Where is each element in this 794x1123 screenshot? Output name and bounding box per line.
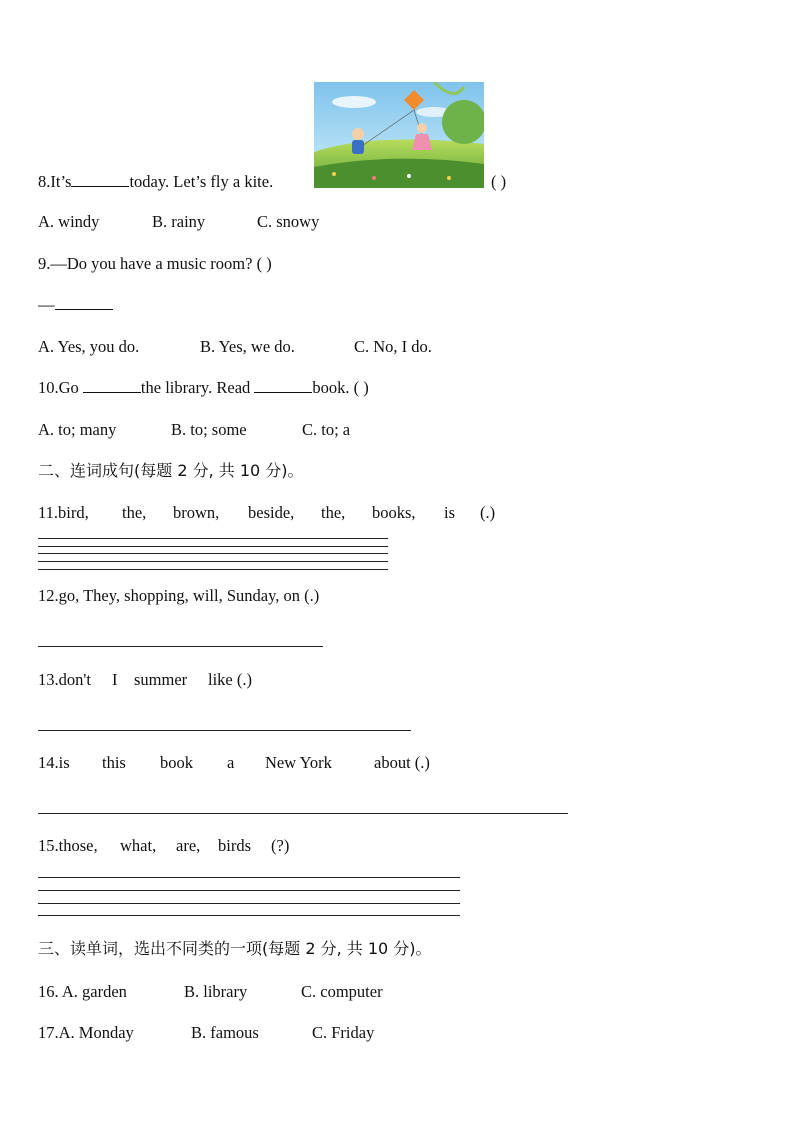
q15-word: 15.those, bbox=[38, 836, 98, 855]
question-11 bbox=[38, 503, 496, 523]
q15-word: what, bbox=[120, 836, 157, 855]
q10-options bbox=[38, 420, 351, 440]
q10-mid: the library. Read bbox=[140, 378, 251, 397]
q15-word: birds bbox=[218, 836, 251, 855]
q9-option-c: C. No, I do. bbox=[354, 337, 432, 356]
q12-writing-line bbox=[38, 646, 323, 647]
q8-pre: 8.It’s bbox=[38, 172, 72, 191]
q15-writing-line bbox=[38, 915, 460, 916]
q17-option-b: B. famous bbox=[191, 1023, 259, 1042]
question-9: 9.—Do you have a music room? ( ) bbox=[38, 254, 272, 273]
q8-option-c: C. snowy bbox=[257, 212, 320, 231]
q13-writing-line bbox=[38, 730, 411, 731]
q13-word: 13.don't bbox=[38, 670, 91, 689]
q11-word: is bbox=[444, 503, 456, 522]
q15-writing-line bbox=[38, 877, 460, 878]
q8-post: today. Let’s fly a kite. bbox=[129, 172, 274, 191]
q15-word: are, bbox=[176, 836, 201, 855]
q17-option-c: C. Friday bbox=[312, 1023, 375, 1042]
kite-scene-icon bbox=[314, 82, 484, 188]
q16-option-a: 16. A. garden bbox=[38, 982, 127, 1001]
question-16 bbox=[38, 982, 383, 1002]
q15-writing-line bbox=[38, 903, 460, 904]
q11-word: the, bbox=[122, 503, 147, 522]
q8-blank bbox=[71, 172, 129, 187]
q11-num: 11. bbox=[38, 503, 59, 522]
q14-word: 14.is bbox=[38, 753, 70, 772]
q10-option-b: B. to; some bbox=[171, 420, 247, 439]
q11-writing-line bbox=[38, 553, 388, 554]
q8-answer-bracket: ( ) bbox=[491, 172, 507, 191]
question-14 bbox=[38, 753, 430, 773]
q10-option-a: A. to; many bbox=[38, 420, 117, 439]
q16-option-b: B. library bbox=[184, 982, 248, 1001]
q9-option-b: B. Yes, we do. bbox=[200, 337, 295, 356]
q13-word: summer bbox=[134, 670, 188, 689]
q10-pre: 10.Go bbox=[38, 378, 79, 397]
q9-answer-dash: — bbox=[38, 295, 55, 314]
question-13 bbox=[38, 670, 252, 690]
q11-word: bird, bbox=[58, 503, 89, 522]
q15-writing-line bbox=[38, 890, 460, 891]
q8-option-b: B. rainy bbox=[152, 212, 206, 231]
q13-word: like (.) bbox=[208, 670, 252, 689]
q10-blank-2 bbox=[254, 378, 312, 393]
q10-post: book. ( ) bbox=[312, 378, 369, 397]
question-15 bbox=[38, 836, 290, 856]
q17-option-a: 17.A. Monday bbox=[38, 1023, 134, 1042]
q8-option-a: A. windy bbox=[38, 212, 100, 231]
q13-word: I bbox=[112, 670, 118, 689]
q14-word: a bbox=[227, 753, 235, 772]
q9-options bbox=[38, 337, 432, 357]
q14-word: book bbox=[160, 753, 193, 772]
question-17 bbox=[38, 1023, 375, 1043]
q11-writing-line bbox=[38, 561, 388, 562]
q11-word: (.) bbox=[480, 503, 496, 522]
q14-word: this bbox=[102, 753, 126, 772]
q14-word: New York bbox=[265, 753, 332, 772]
section-2-heading: 二、连词成句(每题 2 分, 共 10 分)。 bbox=[38, 461, 304, 480]
q16-option-c: C. computer bbox=[301, 982, 383, 1001]
question-10 bbox=[38, 378, 369, 398]
q8-options bbox=[38, 212, 320, 232]
q14-word: about (.) bbox=[374, 753, 430, 772]
q9-answer-blank bbox=[55, 295, 113, 310]
q10-blank-1 bbox=[83, 378, 141, 393]
q14-writing-line bbox=[38, 813, 568, 814]
q9-answer-line bbox=[38, 295, 113, 315]
q11-writing-line bbox=[38, 538, 388, 539]
question-8 bbox=[38, 172, 273, 192]
q9-option-a: A. Yes, you do. bbox=[38, 337, 140, 356]
q11-word: the, bbox=[321, 503, 346, 522]
q11-word: brown, bbox=[173, 503, 220, 522]
section-3-heading: 三、读单词，选出不同类的一项(每题 2 分, 共 10 分)。 bbox=[38, 939, 432, 958]
q11-writing-line bbox=[38, 546, 388, 547]
q11-word: books, bbox=[372, 503, 416, 522]
question-12: 12.go, They, shopping, will, Sunday, on (.) bbox=[38, 586, 320, 605]
q11-word: beside, bbox=[248, 503, 295, 522]
q11-writing-line bbox=[38, 569, 388, 570]
kite-flying-illustration bbox=[314, 82, 484, 188]
q15-word: (?) bbox=[271, 836, 290, 855]
q10-option-c: C. to; a bbox=[302, 420, 351, 439]
